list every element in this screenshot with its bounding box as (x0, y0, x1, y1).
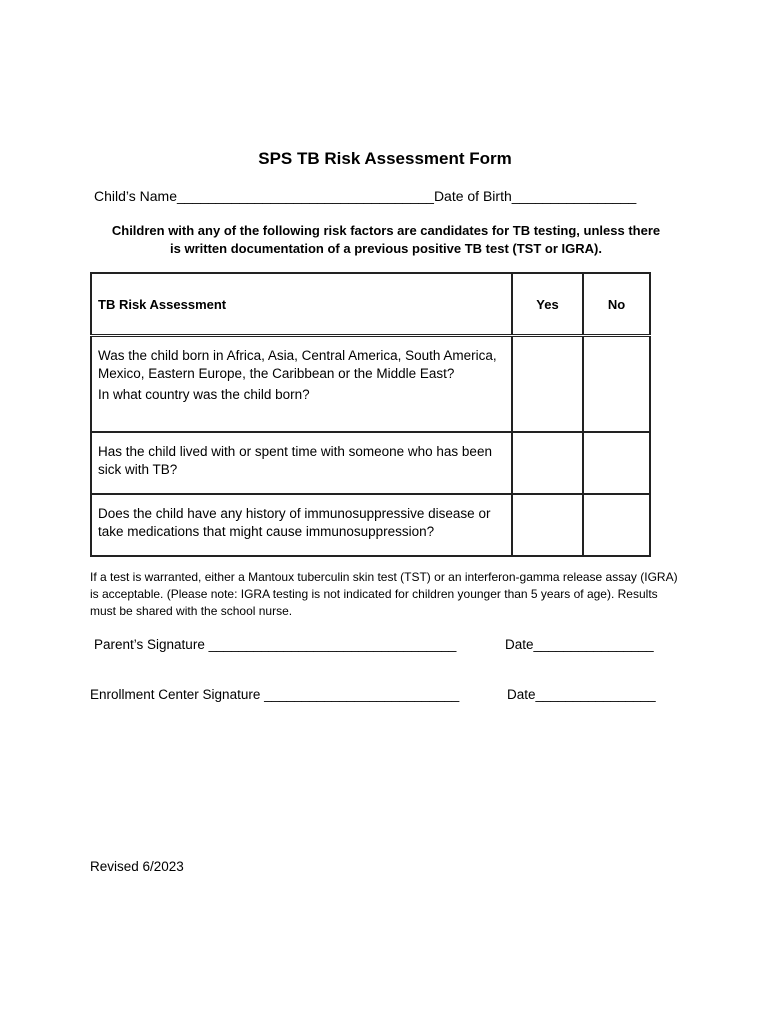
enrollment-date-field[interactable]: Date________________ (507, 687, 656, 702)
header-no: No (583, 273, 650, 336)
question-birth-country: In what country was the child born? (98, 387, 310, 402)
testing-footnote: If a test is warranted, either a Mantoux tuberculin skin test (TST) or an interferon-gamma release assay (IGRA) is acceptable. (Please note: IGRA testing is not indicated for children younger than 5 years of age). Results must be shared with the school nurse. (90, 570, 678, 618)
tb-risk-table (90, 272, 651, 557)
childs-name-dob-field[interactable]: Child’s Name_________________________________Date of Birth________________ (94, 188, 637, 204)
parent-date-field[interactable]: Date________________ (505, 637, 654, 652)
no-checkbox-cell[interactable] (583, 494, 650, 556)
yes-checkbox-cell[interactable] (512, 494, 583, 556)
header-tb-risk-assessment: TB Risk Assessment (91, 273, 512, 336)
table-header-row (91, 273, 650, 336)
table-row (91, 432, 650, 494)
yes-checkbox-cell[interactable] (512, 432, 583, 494)
table-row (91, 494, 650, 556)
risk-notice-line-1: Children with any of the following risk factors are candidates for TB testing, unless there (111, 223, 661, 238)
no-checkbox-cell[interactable] (583, 432, 650, 494)
question-cell (91, 336, 512, 433)
header-yes: Yes (512, 273, 583, 336)
risk-notice (84, 222, 688, 258)
form-title: SPS TB Risk Assessment Form (258, 149, 512, 168)
question-birth-region: Was the child born in Africa, Asia, Central America, South America, Mexico, Eastern Europe, the Caribbean or the Middle East? (98, 348, 497, 381)
risk-notice-line-2: is written documentation of a previous positive TB test (TST or IGRA). (170, 241, 602, 256)
revised-date: Revised 6/2023 (90, 859, 184, 874)
table-row (91, 336, 650, 433)
parent-signature-field[interactable]: Parent’s Signature _________________________________ (94, 637, 457, 652)
question-immunosuppression: Does the child have any history of immunosuppressive disease or take medications that might cause immunosuppression? (98, 506, 491, 539)
question-tb-contact: Has the child lived with or spent time with someone who has been sick with TB? (98, 444, 492, 477)
yes-checkbox-cell[interactable] (512, 336, 583, 433)
no-checkbox-cell[interactable] (583, 336, 650, 433)
question-cell (91, 432, 512, 494)
question-cell (91, 494, 512, 556)
enrollment-signature-field[interactable]: Enrollment Center Signature __________________________ (90, 687, 460, 702)
